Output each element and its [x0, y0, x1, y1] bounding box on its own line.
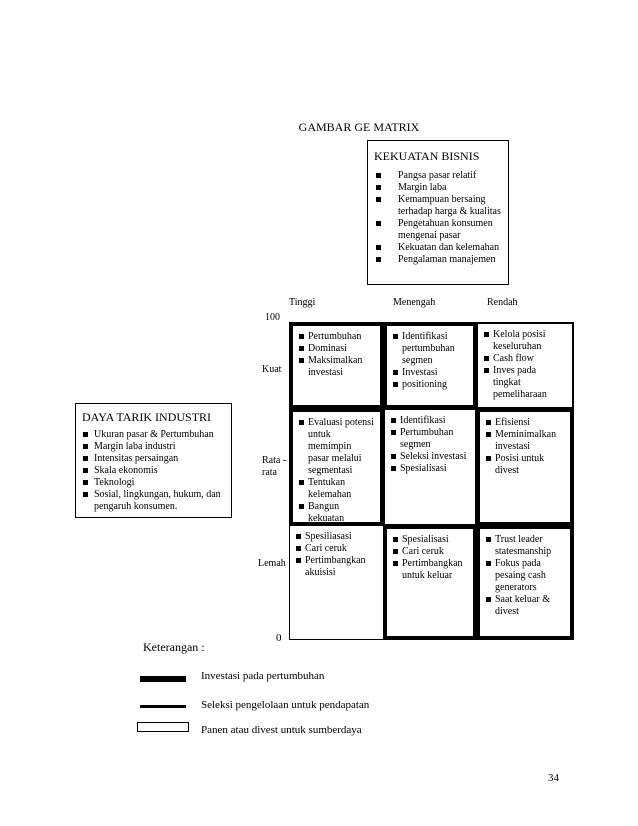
- bullet-icon: [486, 456, 491, 461]
- industry-attractiveness-box: [75, 403, 232, 518]
- bullet-icon: [391, 418, 396, 423]
- cell-rata-rendah: [476, 408, 574, 526]
- list-item: Tentukan kelemahan: [299, 477, 374, 501]
- bullet-icon: [299, 504, 304, 509]
- list-item: Kemampuan bersaing terhadap harga & kualitas: [374, 194, 502, 218]
- cell-lemah-menengah: [383, 525, 477, 640]
- bullet-icon: [299, 480, 304, 485]
- legend-item-harvest: Panen atau divest untuk sumberdaya: [201, 724, 362, 736]
- col-label-rendah: Rendah: [487, 297, 518, 308]
- bullet-icon: [484, 356, 489, 361]
- bullet-icon: [484, 332, 489, 337]
- list-item: Pertumbuhan: [299, 331, 374, 343]
- legend-medium-line: [140, 705, 186, 708]
- list-item: Ukuran pasar & Pertumbuhan: [82, 429, 225, 441]
- cell-rata-tinggi: [289, 408, 384, 526]
- list-item: Meminimalkan investasi: [486, 429, 564, 453]
- list-item: Spesialisasi: [393, 534, 467, 546]
- list-item: Spesiliasasi: [296, 531, 377, 543]
- list-item: Spesialisasi: [391, 463, 469, 475]
- bullet-icon: [391, 454, 396, 459]
- bullet-icon: [376, 221, 381, 226]
- bullet-icon: [376, 197, 381, 202]
- list-item: Margin laba: [374, 182, 502, 194]
- business-strength-title: KEKUATAN BISNIS: [374, 149, 480, 163]
- bullet-icon: [296, 558, 301, 563]
- bullet-icon: [391, 430, 396, 435]
- list-item: Saat keluar & divest: [486, 594, 564, 618]
- list-item: Identifikasi: [391, 415, 469, 427]
- list-item: Efisiensi: [486, 417, 564, 429]
- bullet-icon: [393, 334, 398, 339]
- list-item: Identifikasi pertumbuhan segmen: [393, 331, 467, 367]
- legend-item-selective: Seleksi pengelolaan untuk pendapatan: [201, 699, 370, 711]
- bullet-icon: [376, 245, 381, 250]
- bullet-icon: [391, 466, 396, 471]
- bullet-icon: [376, 185, 381, 190]
- legend-thin-box: [137, 722, 189, 732]
- list-item: Investasi: [393, 367, 467, 379]
- list-item: Cari ceruk: [393, 546, 467, 558]
- bullet-icon: [296, 546, 301, 551]
- list-item: Pengalaman manajemen: [374, 254, 502, 266]
- page-title: GAMBAR GE MATRIX: [298, 120, 420, 134]
- bullet-icon: [83, 456, 88, 461]
- list-item: Cari ceruk: [296, 543, 377, 555]
- list-item: Evaluasi potensi untuk memimpin pasar melalui segmentasi: [299, 417, 374, 477]
- row-label-rata-rata: Rata -rata: [262, 455, 287, 478]
- legend-item-growth: Investasi pada pertumbuhan: [201, 670, 325, 682]
- bullet-icon: [83, 480, 88, 485]
- list-item: Posisi untuk divest: [486, 453, 564, 477]
- bullet-icon: [486, 561, 491, 566]
- list-item: Intensitas persaingan: [82, 453, 225, 465]
- page-number: 34: [548, 772, 559, 784]
- bullet-icon: [83, 444, 88, 449]
- row-label-kuat: Kuat: [262, 364, 282, 375]
- bullet-icon: [376, 173, 381, 178]
- list-item: Cash flow: [484, 353, 566, 365]
- bullet-icon: [486, 432, 491, 437]
- bullet-icon: [484, 368, 489, 373]
- industry-attractiveness-list: [82, 429, 225, 513]
- cell-lemah-rendah: [476, 525, 574, 640]
- list-item: Pangsa pasar relatif: [374, 170, 502, 182]
- bullet-icon: [393, 382, 398, 387]
- list-item: Margin laba industri: [82, 441, 225, 453]
- list-item: Fokus pada pesaing cash generators: [486, 558, 564, 594]
- bullet-icon: [486, 420, 491, 425]
- bullet-icon: [83, 492, 88, 497]
- list-item: Pertumbuhan segmen: [391, 427, 469, 451]
- list-item: Sosial, lingkungan, hukum, dan pengaruh konsumen.: [82, 489, 225, 513]
- bullet-icon: [393, 537, 398, 542]
- bullet-icon: [299, 358, 304, 363]
- bullet-icon: [83, 432, 88, 437]
- row-label-lemah: Lemah: [258, 558, 286, 569]
- list-item: Bangun kekuatan: [299, 501, 374, 525]
- bullet-icon: [486, 537, 491, 542]
- cell-kuat-rendah: [476, 322, 574, 409]
- bullet-icon: [299, 334, 304, 339]
- list-item: Seleksi investasi: [391, 451, 469, 463]
- list-item: Dominasi: [299, 343, 374, 355]
- bullet-icon: [299, 346, 304, 351]
- business-strength-list: [374, 170, 502, 266]
- legend-heading: Keterangan :: [143, 640, 205, 654]
- business-strength-box: [367, 140, 509, 285]
- list-item: Teknologi: [82, 477, 225, 489]
- industry-attractiveness-title: DAYA TARIK INDUSTRI: [82, 410, 212, 424]
- bullet-icon: [393, 549, 398, 554]
- col-label-menengah: Menengah: [393, 297, 436, 308]
- list-item: Trust leader statesmanship: [486, 534, 564, 558]
- list-item: Inves pada tingkat pemeliharaan: [484, 365, 566, 401]
- bullet-icon: [83, 468, 88, 473]
- list-item: Kekuatan dan kelemahan: [374, 242, 502, 254]
- axis-bottom-value: 0: [276, 632, 282, 644]
- list-item: Pertimbangkan akuisisi: [296, 555, 377, 579]
- bullet-icon: [296, 534, 301, 539]
- list-item: Pertimbangkan untuk keluar: [393, 558, 467, 582]
- list-item: Skala ekonomis: [82, 465, 225, 477]
- bullet-icon: [299, 420, 304, 425]
- bullet-icon: [393, 370, 398, 375]
- legend-thick-line: [140, 676, 186, 682]
- axis-top-value: 100: [265, 312, 280, 323]
- bullet-icon: [486, 597, 491, 602]
- cell-kuat-menengah: [383, 322, 477, 409]
- list-item: Maksimalkan investasi: [299, 355, 374, 379]
- cell-rata-menengah: [383, 408, 477, 526]
- bullet-icon: [393, 561, 398, 566]
- cell-lemah-tinggi: [289, 525, 384, 640]
- bullet-icon: [376, 257, 381, 262]
- list-item: Kelola posisi keseluruhan: [484, 329, 566, 353]
- list-item: positioning: [393, 379, 467, 391]
- list-item: Pengetahuan konsumen mengenai pasar: [374, 218, 502, 242]
- cell-kuat-tinggi: [289, 322, 384, 409]
- col-label-tinggi: Tinggi: [289, 297, 316, 308]
